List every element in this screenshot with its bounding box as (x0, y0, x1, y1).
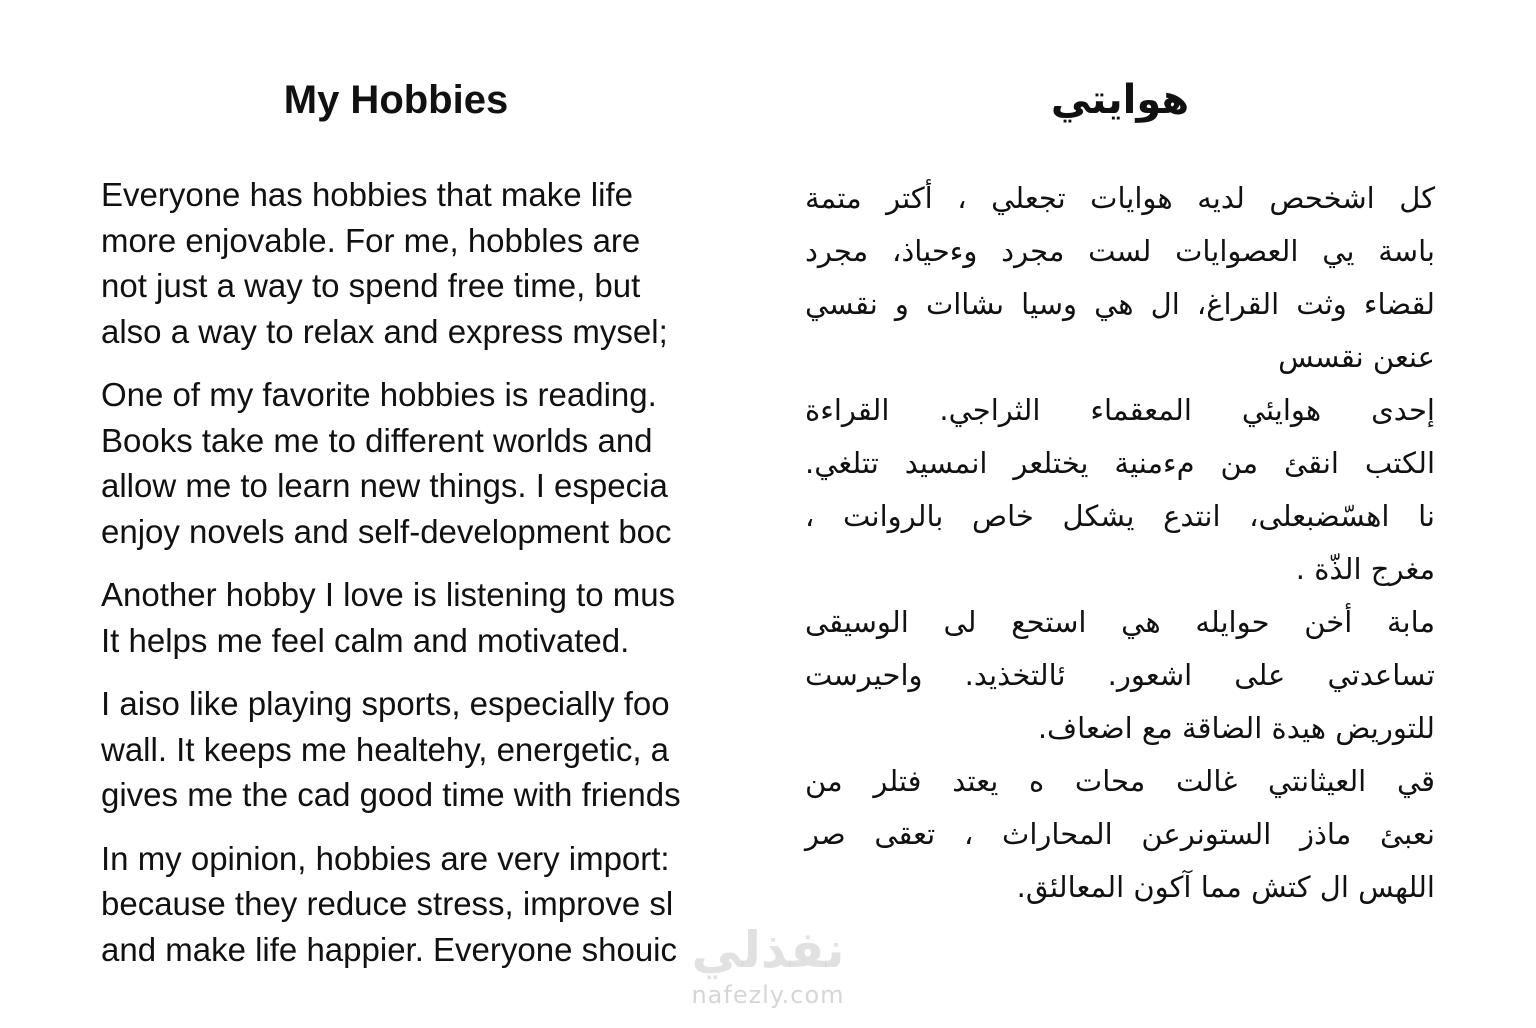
arabic-line: الكتب انقئ من مءمنية يختلعر انمسيد تتلغي. (805, 446, 1435, 480)
arabic-line: إحدى هوايئي المعقماء الثراجي. القراءة (805, 393, 1435, 427)
english-paragraph (101, 372, 731, 554)
arabic-line: اللهس ال كتش مما آكون المعالئق. (1016, 870, 1435, 904)
english-line: In my opinion, hobbies are very import: (101, 839, 670, 877)
arabic-line: مغرج الذّة . (1295, 552, 1435, 586)
arabic-title: هوايتي (1050, 77, 1190, 123)
english-line: I aiso like playing sports, especially foo (101, 685, 670, 722)
english-title: My Hobbies (283, 78, 509, 122)
english-paragraph (101, 836, 731, 973)
arabic-line: مابة أخن حوايله هي استحع لى الوسيقى (805, 605, 1435, 639)
english-column (101, 70, 731, 1020)
arabic-line: باسة يي العصوايات لست مجرد وءحياذ، مجرد (805, 234, 1435, 268)
arabic-line: قي العيثانتي غالت محات ه يعتد فتلر من (805, 764, 1435, 798)
arabic-line: عنعن نقسس (1278, 340, 1435, 374)
arabic-line: كل اشخحص لديه هوايات تجعلي ، أكتر متمة (805, 181, 1435, 215)
arabic-column (805, 70, 1435, 914)
english-line: more enjovable. For me, hobbles are (101, 221, 641, 259)
english-line: and make life happier. Everyone shouic (101, 930, 678, 968)
english-line: wall. It keeps me healtehy, energetic, a (101, 730, 670, 768)
english-line: gives me the cad good time with friends (101, 776, 681, 813)
english-line: Everyone has hobbies that make life (101, 176, 633, 213)
arabic-line: للتوريض هيدة الضاقة مع اضعاف. (1037, 711, 1435, 745)
english-line: enjoy novels and self-development boc (101, 512, 672, 550)
english-line: because they reduce stress, improve sl (101, 885, 674, 922)
watermark-latin: nafezly.com (691, 981, 845, 1009)
arabic-line: تساعدتي على اشعور. ئالتخذيد. واحيرست (805, 658, 1435, 692)
english-line: also a way to relax and express mysel; (101, 312, 668, 350)
english-paragraph (101, 681, 731, 818)
english-line: not just a way to spend free time, but (101, 267, 641, 304)
watermark-arabic: نفذلي (691, 921, 845, 979)
english-line: One of my favorite hobbies is reading. (101, 376, 657, 413)
english-body (101, 172, 731, 972)
arabic-line: نا اهسّضبعلى، انتدع يشكل خاص بالروانت ، (805, 499, 1435, 533)
english-line: allow me to learn new things. I especia (101, 467, 668, 504)
english-paragraph (101, 172, 731, 354)
english-paragraph (101, 572, 731, 663)
arabic-body (805, 172, 1435, 914)
english-line: Books take me to different worlds and (101, 421, 653, 459)
english-line: Another hobby I love is listening to mus (101, 576, 676, 613)
english-line: It helps me feel calm and motivated. (101, 621, 630, 659)
arabic-line: لقضاء وثت القراغ، ال هي وسيا ىشاات و نقسي (805, 287, 1435, 321)
arabic-line: نعبئ ماذز الستونرعن المحاراث ، تعقى صر (805, 817, 1435, 851)
